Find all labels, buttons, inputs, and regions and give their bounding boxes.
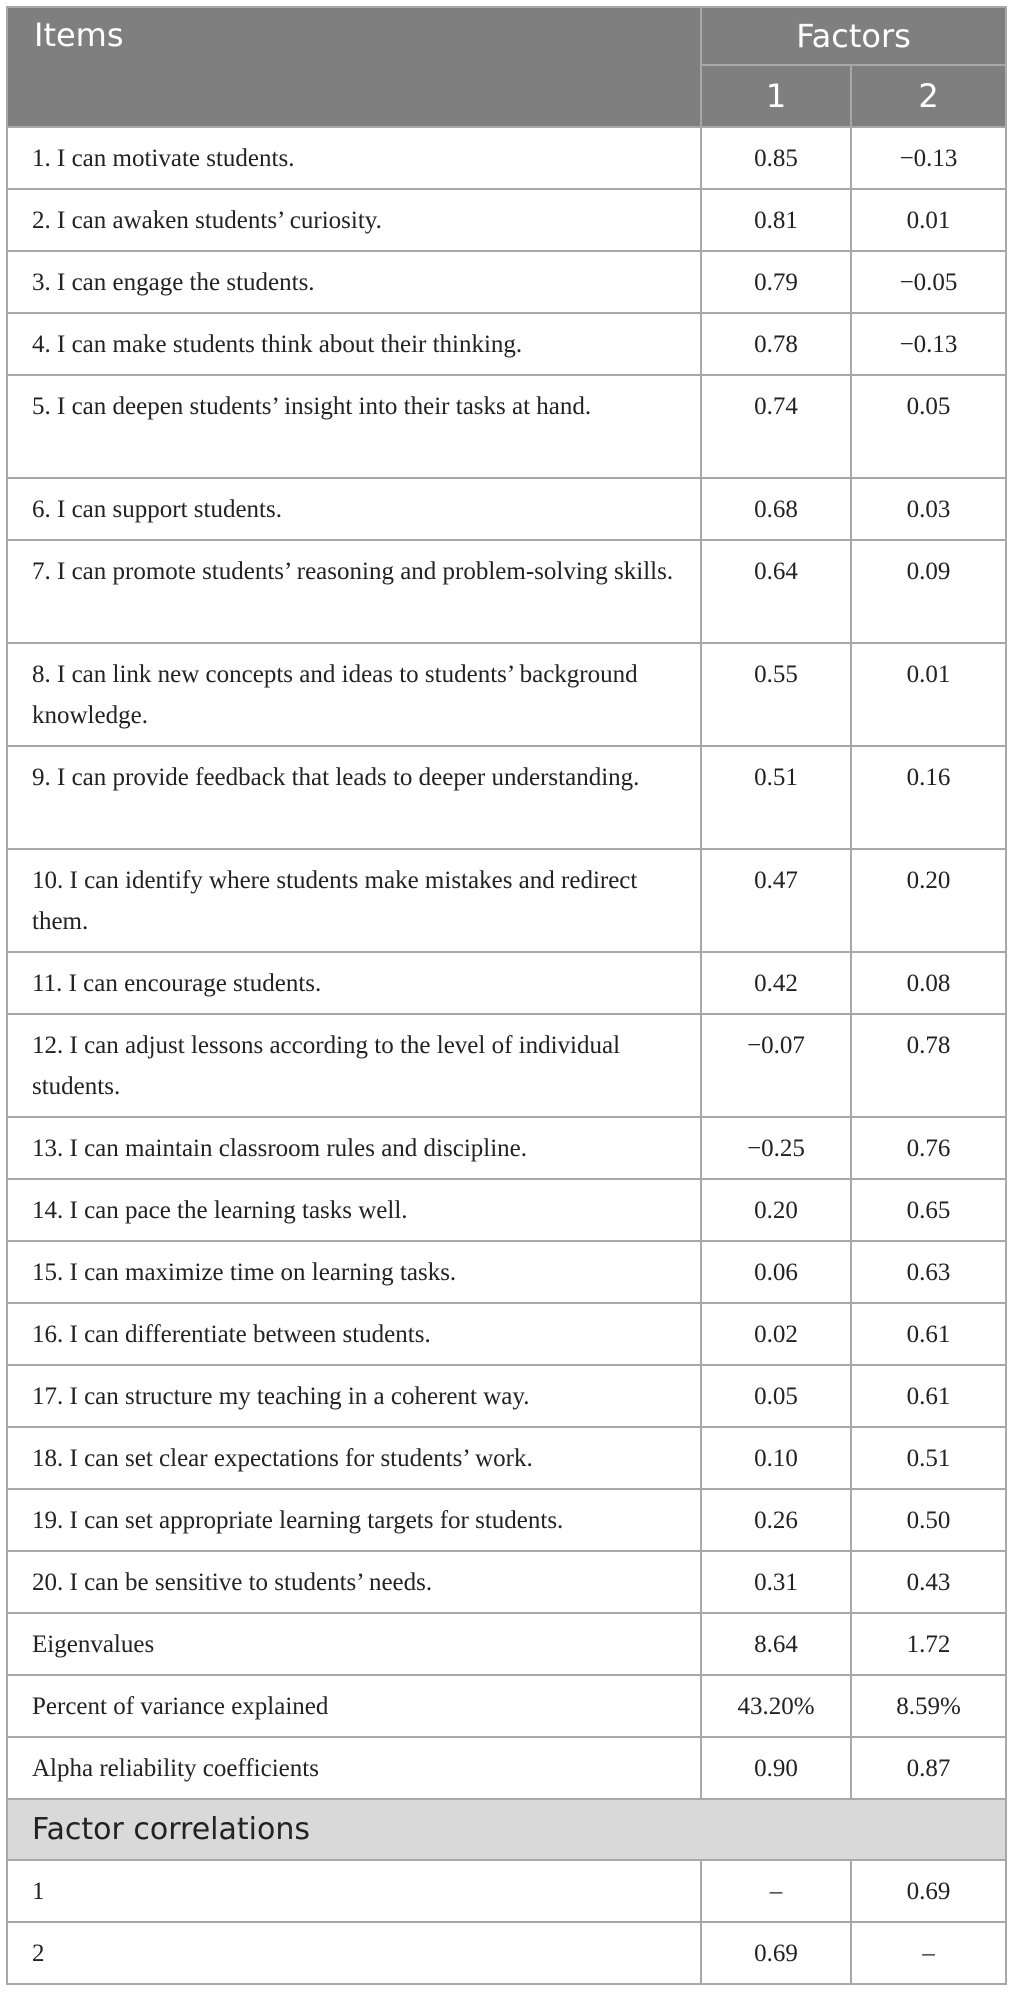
table-row — [7, 1551, 1006, 1613]
factor-1-value: −0.25 — [701, 1117, 851, 1179]
factor-1-value: 0.69 — [701, 1922, 851, 1984]
item-label: 18. I can set clear expectations for students’ work. — [7, 1427, 701, 1489]
factor-loadings-table — [6, 6, 1007, 1985]
item-label: 9. I can provide feedback that leads to deeper understanding. — [7, 746, 701, 849]
table-row — [7, 952, 1006, 1014]
table-row — [7, 1241, 1006, 1303]
item-label: 1. I can motivate students. — [7, 127, 701, 189]
factor-1-value: 0.90 — [701, 1737, 851, 1799]
summary-row-variance — [7, 1675, 1006, 1737]
item-label: 5. I can deepen students’ insight into their tasks at hand. — [7, 375, 701, 478]
table-row — [7, 1427, 1006, 1489]
summary-row-eigenvalues — [7, 1613, 1006, 1675]
factor-1-value: 0.74 — [701, 375, 851, 478]
factor-2-value: 0.69 — [851, 1860, 1006, 1922]
factor-2-value: 0.51 — [851, 1427, 1006, 1489]
factor-2-value: 0.61 — [851, 1303, 1006, 1365]
factor-2-value: −0.13 — [851, 127, 1006, 189]
factor-2-value: 0.63 — [851, 1241, 1006, 1303]
item-label: 6. I can support students. — [7, 478, 701, 540]
factor-2-value: – — [851, 1922, 1006, 1984]
item-label: 3. I can engage the students. — [7, 251, 701, 313]
factor-1-value: 0.26 — [701, 1489, 851, 1551]
correlation-row — [7, 1860, 1006, 1922]
item-label: 2. I can awaken students’ curiosity. — [7, 189, 701, 251]
table-row — [7, 375, 1006, 478]
factor-2-value: −0.05 — [851, 251, 1006, 313]
table-row — [7, 540, 1006, 643]
section-title: Factor correlations — [7, 1799, 1006, 1860]
item-label: 10. I can identify where students make mistakes and redirect them. — [7, 849, 701, 952]
factor-2-value: 0.08 — [851, 952, 1006, 1014]
table-header — [7, 7, 1006, 127]
table-row — [7, 478, 1006, 540]
table-row — [7, 1489, 1006, 1551]
factor-1-value: – — [701, 1860, 851, 1922]
factor-2-value: 0.01 — [851, 643, 1006, 746]
factor-2-value: 0.78 — [851, 1014, 1006, 1117]
factor-2-value: 1.72 — [851, 1613, 1006, 1675]
item-label: 13. I can maintain classroom rules and discipline. — [7, 1117, 701, 1179]
factor-2-value: 0.87 — [851, 1737, 1006, 1799]
summary-label: Percent of variance explained — [7, 1675, 701, 1737]
factor-1-value: 0.78 — [701, 313, 851, 375]
summary-row-alpha — [7, 1737, 1006, 1799]
factor-correlations-section — [7, 1799, 1006, 1860]
factor-1-value: 0.06 — [701, 1241, 851, 1303]
factor-2-value: 8.59% — [851, 1675, 1006, 1737]
factor-1-value: 0.79 — [701, 251, 851, 313]
correlation-label: 2 — [7, 1922, 701, 1984]
factor-1-value: 43.20% — [701, 1675, 851, 1737]
table-body — [7, 127, 1006, 1984]
factor-1-value: 0.42 — [701, 952, 851, 1014]
factors-column-header: Factors — [701, 7, 1006, 65]
factor-1-value: 8.64 — [701, 1613, 851, 1675]
table-row — [7, 1365, 1006, 1427]
item-label: 16. I can differentiate between students. — [7, 1303, 701, 1365]
factor-1-value: 0.10 — [701, 1427, 851, 1489]
correlation-label: 1 — [7, 1860, 701, 1922]
table-row — [7, 1014, 1006, 1117]
item-label: 17. I can structure my teaching in a coherent way. — [7, 1365, 701, 1427]
factor-2-value: 0.76 — [851, 1117, 1006, 1179]
factor-2-value: 0.65 — [851, 1179, 1006, 1241]
item-label: 11. I can encourage students. — [7, 952, 701, 1014]
factor-1-value: 0.81 — [701, 189, 851, 251]
item-label: 19. I can set appropriate learning targets for students. — [7, 1489, 701, 1551]
factor-loadings-table-container — [6, 6, 1005, 1997]
factor-1-value: 0.20 — [701, 1179, 851, 1241]
table-row — [7, 1117, 1006, 1179]
factor-1-value: 0.85 — [701, 127, 851, 189]
factor-1-value: 0.68 — [701, 478, 851, 540]
factor-2-value: 0.61 — [851, 1365, 1006, 1427]
table-row — [7, 643, 1006, 746]
factor-2-header: 2 — [851, 65, 1006, 127]
item-label: 4. I can make students think about their thinking. — [7, 313, 701, 375]
table-row — [7, 746, 1006, 849]
table-row — [7, 849, 1006, 952]
factor-1-header: 1 — [701, 65, 851, 127]
factor-2-value: 0.50 — [851, 1489, 1006, 1551]
factor-1-value: 0.02 — [701, 1303, 851, 1365]
item-label: 7. I can promote students’ reasoning and problem-solving skills. — [7, 540, 701, 643]
item-label: 14. I can pace the learning tasks well. — [7, 1179, 701, 1241]
table-row — [7, 127, 1006, 189]
table-row — [7, 1179, 1006, 1241]
factor-2-value: 0.43 — [851, 1551, 1006, 1613]
factor-2-value: 0.05 — [851, 375, 1006, 478]
factor-1-value: 0.64 — [701, 540, 851, 643]
factor-1-value: 0.31 — [701, 1551, 851, 1613]
correlation-row — [7, 1922, 1006, 1984]
table-row — [7, 1303, 1006, 1365]
summary-label: Alpha reliability coefficients — [7, 1737, 701, 1799]
item-label: 15. I can maximize time on learning tasks. — [7, 1241, 701, 1303]
items-column-header: Items — [7, 7, 701, 127]
factor-1-value: 0.05 — [701, 1365, 851, 1427]
factor-1-value: 0.51 — [701, 746, 851, 849]
factor-1-value: 0.47 — [701, 849, 851, 952]
table-row — [7, 313, 1006, 375]
factor-2-value: −0.13 — [851, 313, 1006, 375]
item-label: 12. I can adjust lessons according to the level of individual students. — [7, 1014, 701, 1117]
factor-2-value: 0.03 — [851, 478, 1006, 540]
table-row — [7, 251, 1006, 313]
factor-1-value: 0.55 — [701, 643, 851, 746]
factor-2-value: 0.20 — [851, 849, 1006, 952]
table-row — [7, 189, 1006, 251]
item-label: 8. I can link new concepts and ideas to students’ background knowledge. — [7, 643, 701, 746]
item-label: 20. I can be sensitive to students’ needs. — [7, 1551, 701, 1613]
factor-2-value: 0.09 — [851, 540, 1006, 643]
factor-2-value: 0.01 — [851, 189, 1006, 251]
summary-label: Eigenvalues — [7, 1613, 701, 1675]
factor-2-value: 0.16 — [851, 746, 1006, 849]
factor-1-value: −0.07 — [701, 1014, 851, 1117]
